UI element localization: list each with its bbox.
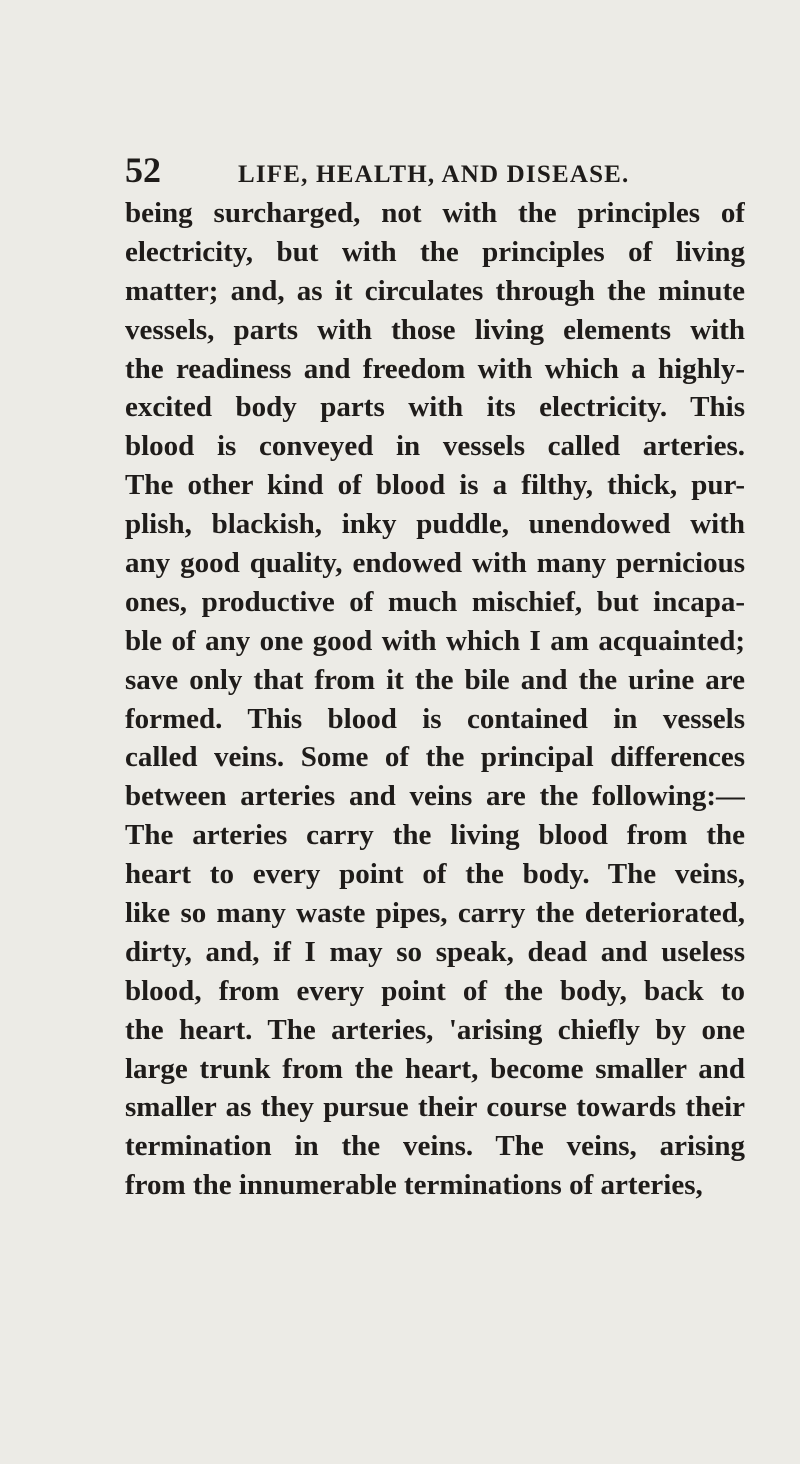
text-line: ble of any one good with which I am acquainted; [125,624,745,657]
text-line: termination in the veins. The veins, arising [125,1130,745,1163]
text-line: being surcharged, not with the principles of [125,197,745,229]
text-line: excited body parts with its electricity. This [125,391,745,424]
text-line: large trunk from the heart, become smaller and [125,1052,745,1085]
page-number: 52 [125,150,161,190]
body-paragraph [125,194,745,1205]
running-title: LIFE, HEALTH, AND DISEASE. [238,161,630,188]
text-line: smaller as they pursue their course towards their [125,1091,745,1124]
text-line: formed. This blood is contained in vessels [125,702,745,735]
text-line: any good quality, endowed with many pernicious [125,547,745,580]
text-line: between arteries and veins are the following:— [125,780,745,813]
text-line: from the innumerable terminations of arteries, [125,1169,703,1202]
text-line: dirty, and, if I may so speak, dead and useless [125,935,745,968]
text-line: blood, from every point of the body, back to [125,974,745,1007]
text-line: the heart. The arteries, 'arising chiefly by one [125,1013,745,1046]
text-line: matter; and, as it circulates through the minute [125,274,745,307]
text-line: like so many waste pipes, carry the deteriorated, [125,897,745,930]
text-line: heart to every point of the body. The veins, [125,858,745,891]
text-line: The arteries carry the living blood from the [125,819,745,852]
text-line: plish, blackish, inky puddle, unendowed with [125,508,745,541]
text-line: the readiness and freedom with which a highly- [125,352,745,385]
text-line: called veins. Some of the principal differences [125,741,745,774]
text-line: ones, productive of much mischief, but incapa- [125,585,745,618]
text-line: blood is conveyed in vessels called arteries. [125,430,745,463]
text-line: The other kind of blood is a filthy, thick, pur- [125,469,745,502]
text-line: vessels, parts with those living elements with [125,313,745,346]
text-line: electricity, but with the principles of living [125,235,745,268]
text-line: save only that from it the bile and the urine are [125,663,745,696]
